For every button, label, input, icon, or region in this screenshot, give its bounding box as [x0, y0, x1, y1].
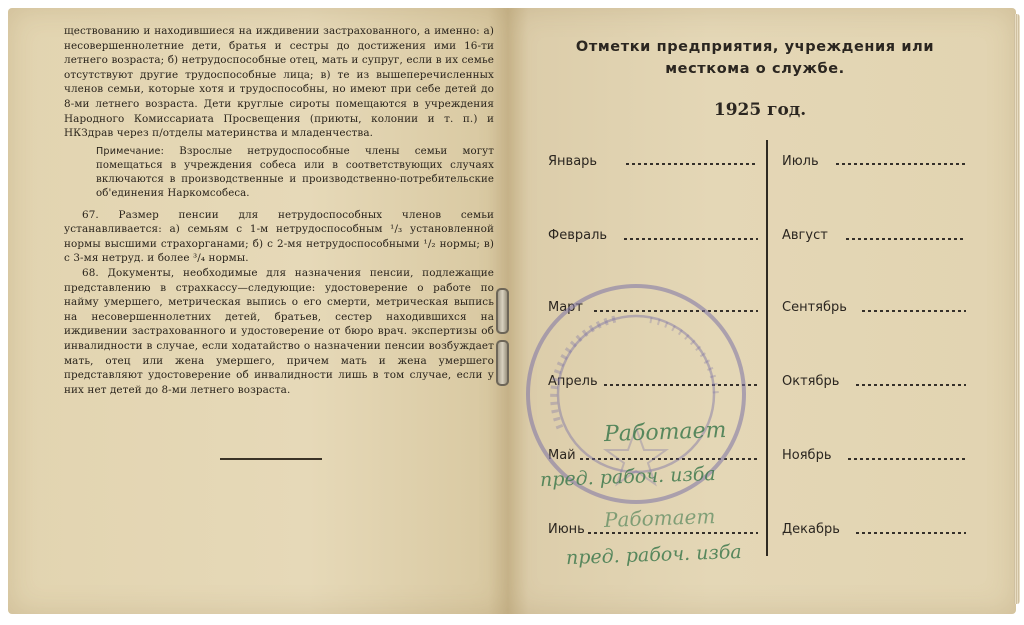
note-text: Взрослые нетрудоспособные члены семьи могут помещаться в учреждения собеса или в соответствующих случаях включаются в производственные и производственно-потребительские об'единения Наркомсобеса.: [96, 145, 494, 200]
dotted-line-december: [856, 532, 966, 534]
month-august: Август: [782, 228, 828, 243]
month-april: Апрель: [548, 374, 598, 389]
month-february: Февраль: [548, 228, 608, 243]
dotted-line-july: [836, 163, 966, 165]
note-label: Примечание:: [96, 145, 165, 157]
note-paragraph: [64, 145, 494, 202]
month-november: Ноябрь: [782, 448, 832, 463]
month-june: Июнь: [548, 522, 585, 537]
staple-top: [496, 288, 509, 334]
month-may: Май: [548, 448, 576, 463]
left-page: [8, 8, 508, 614]
column-divider: [766, 140, 768, 556]
month-march: Март: [548, 300, 584, 315]
dotted-line-january: [626, 163, 758, 165]
handwritten-june-line2: пред. рабоч. изба: [565, 540, 743, 570]
month-july: Июль: [782, 154, 819, 169]
paragraph-67: 67. Размер пенсии для нетрудоспособных членов семьи устанавливается: а) семьям с 1-м нетрудоспособным ¹/₃ установленной нормы высшими страхорганами; б) с 2-мя нетрудоспособными ¹/₂ нормы; в) с 3-мя нетруд. и более ³/₄ нормы.: [64, 208, 494, 265]
month-january: Январь: [548, 154, 598, 169]
page-edge: [1014, 14, 1020, 604]
dotted-line-february: [624, 238, 758, 240]
handwritten-may-line2: пред. рабоч. изба: [539, 462, 717, 492]
dotted-line-june: [588, 532, 758, 534]
section-divider: [220, 458, 322, 460]
left-page-text: [64, 24, 494, 397]
paragraph-dependents: ществованию и находившиеся на иждивении застрахованного, а именно: а) несовершеннолетние дети, братья и сестры до достижения ими 16-ти летнего возраста; б) нетрудоспособные отец, мать и супруг, если в их семье отсутствуют другие трудоспособные лица; в) те из вышеперечисленных членов семьи, которые хотя и трудоспособны, но имеют при себе детей до 8-ми летнего возраста. Дети круглые сироты помещаются в учреждения Народного Комиссариата Просвещения (приюты, колонии и т. п.) и НКЗдрав через п/отделы материнства и младенчества.: [64, 25, 494, 140]
month-september: Сентябрь: [782, 300, 847, 315]
handwritten-june-line1: Работает: [603, 504, 716, 532]
staple-bottom: [496, 340, 509, 386]
dotted-line-october: [856, 384, 966, 386]
handwritten-may-line1: Работает: [603, 417, 727, 448]
dotted-line-august: [846, 238, 966, 240]
month-december: Декабрь: [782, 522, 840, 537]
right-page-title: Отметки предприятия, учреждения или месткома о службе.: [575, 39, 935, 77]
month-october: Октябрь: [782, 374, 840, 389]
dotted-line-november: [848, 458, 966, 460]
year-heading: 1925 год.: [713, 100, 807, 120]
paragraph-68: 68. Документы, необходимые для назначения пенсии, подлежащие представлению в страхкассу—следующие: удостоверение о работе по найму умершего, метрическая выпись о его смерти, метрическая выпись на несовершеннолетних детей, братьев, сестер находившихся на иждивении застрахованного и удостоверение от бюро врач. экспертизы об инвалидности в случае, если ходатайство о назначении пенсии возбуждает мать, отец или жена умершего, причем мать и жена умершего представляют удостоверение об инвалидности лишь в том случае, если у них нет детей до 8-ми летнего возраста.: [64, 266, 494, 396]
dotted-line-september: [862, 310, 966, 312]
